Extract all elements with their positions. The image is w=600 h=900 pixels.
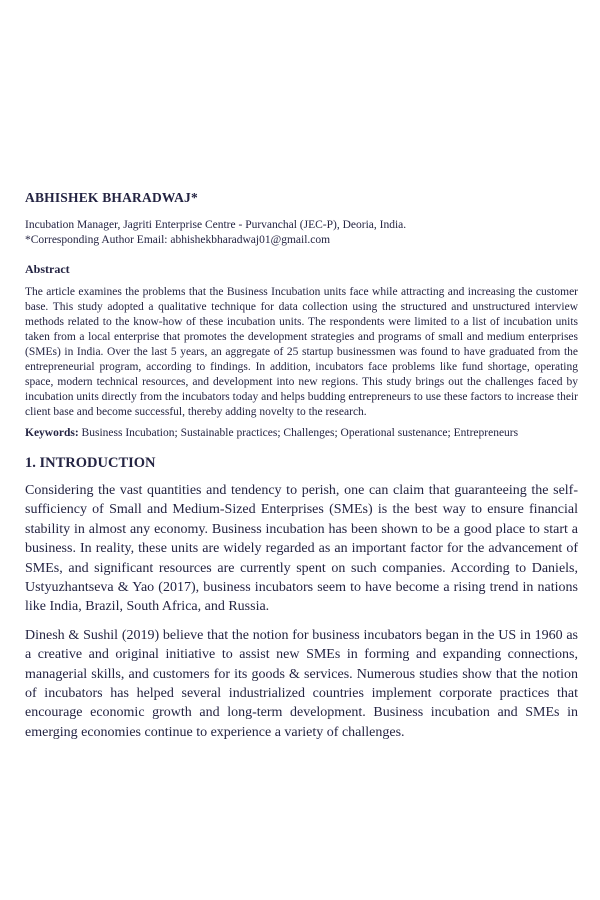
abstract-heading: Abstract — [25, 262, 70, 276]
author-affiliation: Incubation Manager, Jagriti Enterprise Centre - Purvanchal (JEC-P), Deoria, India. — [25, 219, 407, 231]
introduction-paragraph-1: Considering the vast quantities and tendency to perish, one can claim that guaranteeing the self-sufficiency of Small and Medium-Sized Enterprises (SMEs) is the best way to ensure financial stability in almost any economy. Business incubation has been shown to be a good place to start a business. In reality, these units are widely regarded as an important factor for the advancement of SMEs, and significant resources are currently spent on such companies. According to Daniels, Ustyuzhantseva & Yao (2017), business incubators seem to have become a rising trend in nations like India, Brazil, South Africa, and Russia. — [25, 483, 578, 615]
introduction-paragraph-2: Dinesh & Sushil (2019) believe that the notion for business incubators began in the US in 1960 as a creative and original initiative to assist new SMEs in forming and expanding connections, managerial skills, and customers for its goods & services. Numerous studies show that the notion of incubators has helped several industrialized countries implement corporate practices that encourage economic growth and long-term development. Business incubation and SMEs in emerging economies continue to experience a variety of challenges. — [25, 627, 578, 740]
author-name: ABHISHEK BHARADWAJ* — [25, 190, 198, 205]
paper-page — [25, 0, 578, 742]
keywords-line — [25, 426, 578, 441]
keywords-label: Keywords: — [25, 427, 79, 439]
abstract-text: The article examines the problems that the Business Incubation units face while attracting and increasing the customer base. This study adopted a qualitative technique for data collection using the structured and unstructured interview methods related to the know-how of these incubation units. The respondents were limited to a list of incubation units taken from a local enterprise that promotes the development strategies and programs of small and medium enterprises (SMEs) in India. Over the last 5 years, an aggregate of 25 startup businessmen was found to have graduated from the entrepreneurial program, according to findings. In addition, incubators face problems like fund shortage, operating space, modern technical resources, and development into new regions. This study brings out the challenges faced by incubation units directly from the incubators today and helps budding entrepreneurs to use these factors to increase their client base and become successful, thereby adding novelty to the research. — [25, 286, 578, 418]
author-affiliation-block — [25, 218, 578, 247]
corresponding-author-email: *Corresponding Author Email: abhishekbharadwaj01@gmail.com — [25, 233, 331, 246]
section-heading-introduction: 1. INTRODUCTION — [25, 455, 156, 471]
keywords-text: Business Incubation; Sustainable practices; Challenges; Operational sustenance; Entrepreneurs — [78, 427, 519, 439]
